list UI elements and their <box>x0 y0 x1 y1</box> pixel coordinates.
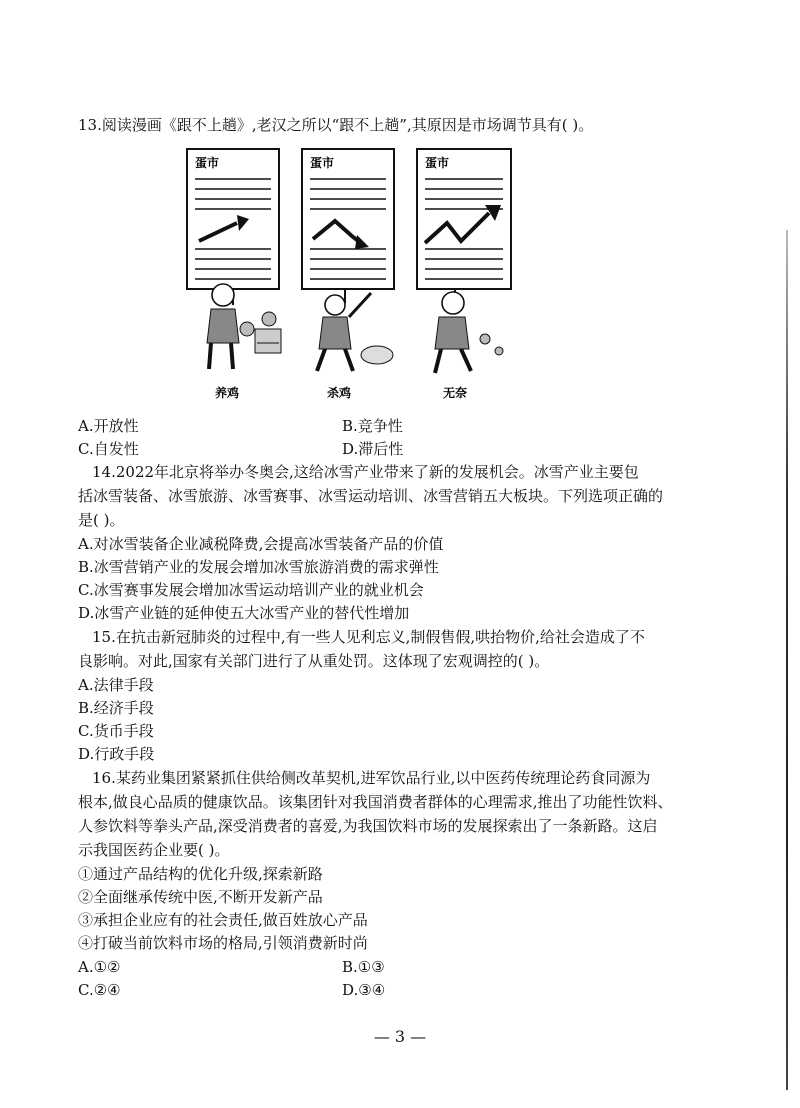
q15-option-c: C.货币手段 <box>78 722 154 740</box>
q14-option-a: A.对冰雪装备企业减税降费,会提高冰雪装备产品的价值 <box>78 535 444 553</box>
q16-stem-line-2: 根本,做良心品质的健康饮品。该集团针对我国消费者群体的心理需求,推出了功能性饮料、 <box>78 793 673 811</box>
q14-stem-line-2: 括冰雪装备、冰雪旅游、冰雪赛事、冰雪运动培训、冰雪营销五大板块。下列选项正确的 <box>78 487 664 505</box>
cartoon-panel-1 <box>187 149 281 400</box>
q16-stem-line-1: 16.某药业集团紧紧抓住供给侧改革契机,进军饮品行业,以中医药传统理论药食同源为 <box>92 769 651 787</box>
cartoon-panel-2 <box>302 149 394 400</box>
cartoon-panel-3 <box>417 149 511 400</box>
q14-option-d: D.冰雪产业链的延伸使五大冰雪产业的替代性增加 <box>78 604 410 622</box>
q16-option-d: D.③④ <box>342 981 386 999</box>
q16-stem-line-3: 人参饮料等拳头产品,深受消费者的喜爱,为我国饮料市场的发展探索出了一条新路。这启 <box>78 817 658 835</box>
q13-stem: 13.阅读漫画《跟不上趟》,老汉之所以“跟不上趟”,其原因是市场调节具有( )。 <box>78 116 594 134</box>
q15-option-b: B.经济手段 <box>78 699 154 717</box>
q16-statement-4: ④打破当前饮料市场的格局,引领消费新时尚 <box>78 934 368 952</box>
q16-stem-line-4: 示我国医药企业要( )。 <box>78 841 230 859</box>
knife-icon <box>349 293 371 317</box>
panel-2-sign: 蛋市 <box>310 156 335 170</box>
q16-option-b: B.①③ <box>342 958 385 976</box>
q13-option-c: C.自发性 <box>78 440 139 458</box>
panel-1-caption: 养鸡 <box>215 386 240 400</box>
q15-option-a: A.法律手段 <box>78 676 154 694</box>
panel-1-sign: 蛋市 <box>195 156 220 170</box>
q14-option-c: C.冰雪赛事发展会增加冰雪运动培训产业的就业机会 <box>78 581 424 599</box>
q15-stem-line-1: 15.在抗击新冠肺炎的过程中,有一些人见利忘义,制假售假,哄抬物价,给社会造成了不 <box>92 628 645 646</box>
q14-option-b: B.冰雪营销产业的发展会增加冰雪旅游消费的需求弹性 <box>78 558 439 576</box>
chicken-icon <box>361 346 393 364</box>
panel-3-sign: 蛋市 <box>425 156 450 170</box>
q16-option-c: C.②④ <box>78 981 121 999</box>
q13-option-a: A.开放性 <box>78 417 139 435</box>
q16-option-a: A.①② <box>78 958 121 976</box>
q16-statement-3: ③承担企业应有的社会责任,做百姓放心产品 <box>78 911 368 929</box>
q16-statement-2: ②全面继承传统中医,不断开发新产品 <box>78 888 323 906</box>
q15-stem-line-2: 良影响。对此,国家有关部门进行了从重处罚。这体现了宏观调控的( )。 <box>78 652 550 670</box>
q14-stem-line-1: 14.2022年北京将举办冬奥会,这给冰雪产业带来了新的发展机会。冰雪产业主要包 <box>92 463 639 481</box>
page-number: — 3 — <box>373 1027 427 1046</box>
panel-2-caption: 杀鸡 <box>327 386 352 400</box>
cartoon-gen-bu-shang-tang <box>185 143 515 405</box>
scan-edge-line <box>786 230 788 1090</box>
q13-option-b: B.竞争性 <box>342 417 403 435</box>
old-man-head <box>212 284 234 306</box>
q15-option-d: D.行政手段 <box>78 745 155 763</box>
panel-3-caption: 无奈 <box>443 386 468 400</box>
chicken-icon <box>240 322 254 336</box>
q14-stem-line-3: 是( )。 <box>78 511 125 529</box>
q16-statement-1: ①通过产品结构的优化升级,探索新路 <box>78 865 323 883</box>
q13-option-d: D.滞后性 <box>342 440 404 458</box>
